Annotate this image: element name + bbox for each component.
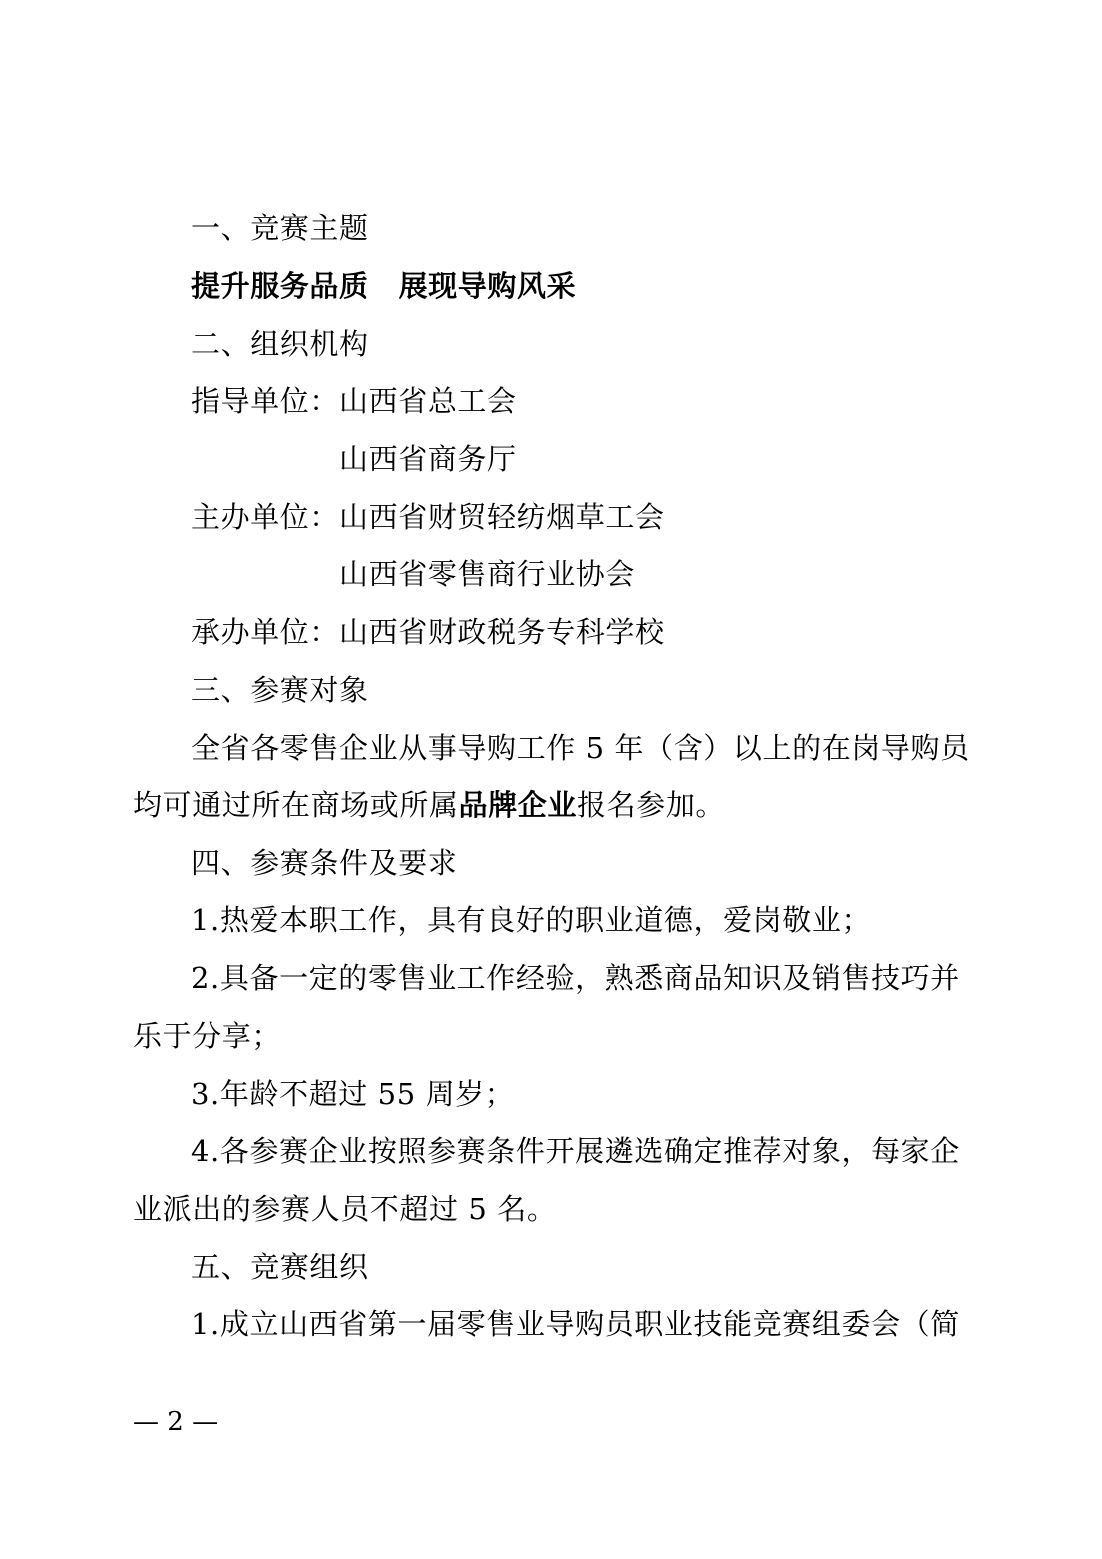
section-heading-organization: 二、组织机构 <box>191 327 369 361</box>
guide-unit-label: 指导单位： <box>191 384 340 418</box>
host-unit-row <box>191 497 665 537</box>
requirement-item-2-line1: 2.具备一定的零售业工作经验，熟悉商品知识及销售技巧并 <box>191 961 960 995</box>
theme-slogan-part2: 展现导购风采 <box>398 269 577 303</box>
host-unit-org2: 山西省零售商行业协会 <box>339 557 636 591</box>
organization-item-1-line1: 1.成立山西省第一届零售业导购员职业技能竞赛组委会（简 <box>191 1307 960 1341</box>
theme-slogan <box>191 266 576 306</box>
section-heading-theme: 一、竞赛主题 <box>191 211 369 245</box>
section-heading-competition-organization: 五、竞赛组织 <box>191 1250 369 1284</box>
section-heading-requirements: 四、参赛条件及要求 <box>191 846 458 880</box>
participants-text-bold: 品牌企业 <box>458 788 578 822</box>
participants-paragraph-line2 <box>133 785 725 825</box>
section-heading-participants: 三、参赛对象 <box>191 673 369 707</box>
participants-text-before: 均可通过所在商场或所属 <box>133 788 459 822</box>
host-unit-org1: 山西省财贸轻纺烟草工会 <box>339 500 665 534</box>
requirement-item-1: 1.热爱本职工作，具有良好的职业道德，爱岗敬业； <box>191 903 872 937</box>
guide-unit-row <box>191 381 517 421</box>
guide-unit-org1: 山西省总工会 <box>339 384 517 418</box>
requirement-item-4-line2: 业派出的参赛人员不超过 5 名。 <box>133 1192 557 1226</box>
organizer-unit-label: 承办单位： <box>191 615 340 649</box>
organizer-unit-row <box>191 612 665 652</box>
requirement-item-2-line2: 乐于分享； <box>133 1019 282 1053</box>
participants-text-after: 报名参加。 <box>577 788 726 822</box>
participants-paragraph-line1: 全省各零售企业从事导购工作 5 年（含）以上的在岗导购员 <box>191 731 970 765</box>
theme-slogan-part1: 提升服务品质 <box>191 269 369 303</box>
guide-unit-org2: 山西省商务厅 <box>339 442 517 476</box>
page-number: — 2 — <box>133 1407 219 1437</box>
host-unit-label: 主办单位： <box>191 500 340 534</box>
requirement-item-4-line1: 4.各参赛企业按照参赛条件开展遴选确定推荐对象，每家企 <box>191 1134 960 1168</box>
requirement-item-3: 3.年龄不超过 55 周岁； <box>191 1077 515 1111</box>
organizer-unit-org1: 山西省财政税务专科学校 <box>339 615 665 649</box>
